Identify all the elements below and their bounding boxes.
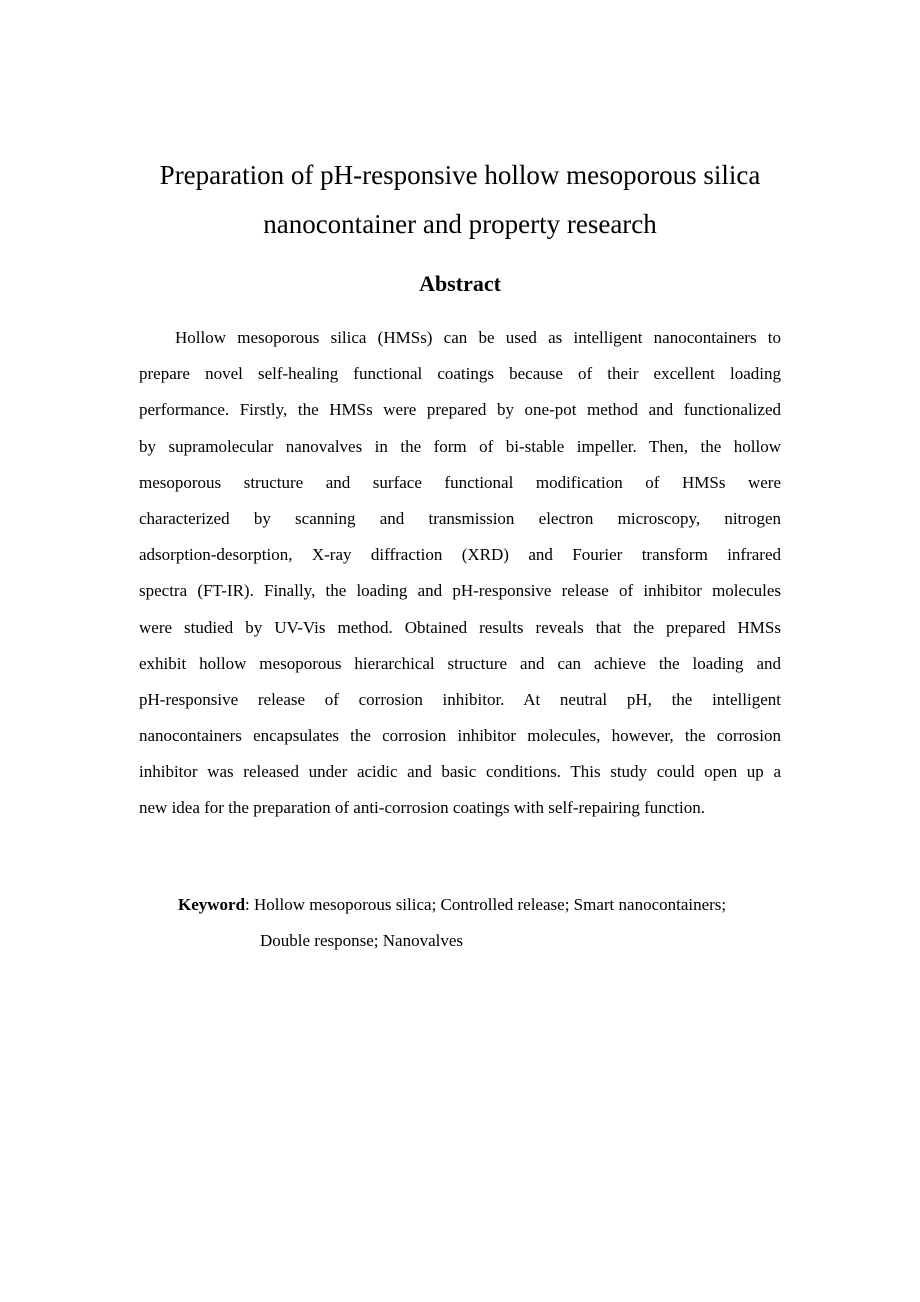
abstract-heading: Abstract	[419, 271, 501, 296]
abstract-line: characterized by scanning and transmission electron microscopy, nitrogen	[139, 508, 781, 528]
abstract-line: by supramolecular nanovalves in the form of bi-stable impeller. Then, the hollow	[139, 436, 781, 456]
abstract-line: Hollow mesoporous silica (HMSs) can be used as intelligent nanocontainers to	[175, 328, 781, 347]
keywords-block	[178, 887, 781, 959]
keywords-label: Keyword	[178, 895, 246, 914]
abstract-line: were studied by UV-Vis method. Obtained results reveals that the prepared HMSs	[139, 617, 781, 637]
keywords-separator: :	[245, 895, 255, 914]
abstract-line: new idea for the preparation of anti-corrosion coatings with self-repairing function.	[139, 798, 705, 818]
paper-title-line: nanocontainer and property research	[263, 209, 657, 239]
abstract-line: spectra (FT-IR). Finally, the loading and pH-responsive release of inhibitor molecules	[139, 581, 781, 601]
abstract-line: prepare novel self-healing functional coatings because of their excellent loading	[139, 364, 781, 384]
abstract-line: inhibitor was released under acidic and basic conditions. This study could open up a	[139, 762, 781, 782]
abstract-line: mesoporous structure and surface functional modification of HMSs were	[139, 472, 781, 492]
paper-title	[100, 151, 820, 249]
abstract-line: adsorption-desorption, X-ray diffraction (XRD) and Fourier transform infrared	[139, 545, 781, 565]
keywords-row	[178, 887, 781, 923]
keywords-text: Hollow mesoporous silica; Controlled release; Smart nanocontainers;	[254, 895, 727, 914]
abstract-line: pH-responsive release of corrosion inhibitor. At neutral pH, the intelligent	[139, 689, 781, 709]
abstract-line: exhibit hollow mesoporous hierarchical structure and can achieve the loading and	[139, 653, 781, 673]
abstract-line: nanocontainers encapsulates the corrosion inhibitor molecules, however, the corrosion	[139, 726, 781, 746]
abstract-line: performance. Firstly, the HMSs were prepared by one-pot method and functionalized	[139, 400, 781, 420]
paper-title-line: Preparation of pH-responsive hollow mesoporous silica	[159, 160, 761, 190]
abstract-paragraph	[139, 320, 781, 827]
keywords-text-continued: Double response; Nanovalves	[260, 931, 464, 951]
